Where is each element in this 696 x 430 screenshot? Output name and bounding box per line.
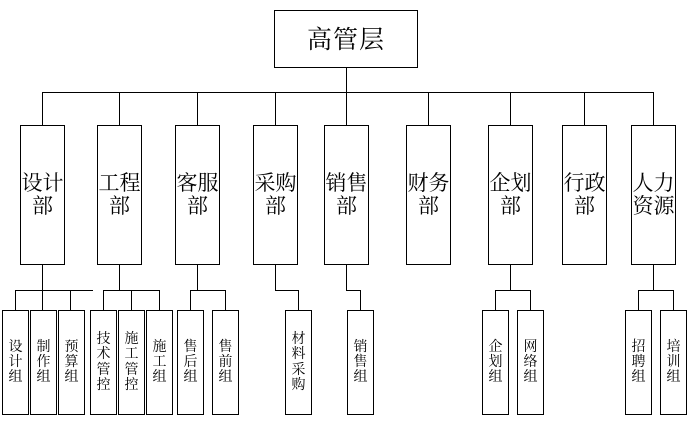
connector-purchase-stem — [275, 265, 276, 290]
connector-engineering-stem — [119, 265, 120, 290]
connector-hr-to-team2 — [673, 290, 674, 310]
node-team-label: 施工管控 — [124, 331, 139, 393]
connector-planning-bus — [495, 290, 531, 291]
node-team-label: 售后组 — [183, 338, 198, 386]
connector-bus-to-admin — [584, 92, 585, 125]
connector-engineering-bus-ext — [131, 290, 160, 291]
connector-purchase-to-team1 — [298, 290, 299, 310]
node-team-service-shouhou[interactable] — [177, 310, 204, 415]
connector-planning-stem — [510, 265, 511, 290]
connector-service-to-team2 — [225, 290, 226, 310]
connector-planning-to-team2 — [530, 290, 531, 310]
node-team-label: 招聘组 — [631, 338, 646, 386]
connector-design-bus — [15, 290, 93, 291]
connector-service-bus — [190, 290, 226, 291]
connector-design-to-team3 — [70, 290, 71, 310]
connector-sales-to-team1 — [360, 290, 361, 310]
connector-bus-to-purchase — [275, 92, 276, 125]
node-department-sales-label: 销售部 — [325, 171, 368, 218]
node-team-hr-peixun[interactable] — [660, 310, 687, 415]
connector-engineering-to-team3 — [159, 290, 160, 310]
node-team-design-zhizuo[interactable] — [30, 310, 57, 415]
node-team-label: 施工组 — [152, 338, 167, 386]
connector-main-bus — [42, 92, 653, 93]
connector-engineering-to-team1 — [103, 290, 104, 310]
node-team-sales-xiaoshou[interactable] — [347, 310, 374, 415]
node-department-planning-label: 企划部 — [489, 171, 532, 218]
node-department-sales[interactable] — [324, 125, 369, 265]
node-team-service-shouqian[interactable] — [212, 310, 239, 415]
connector-engineering-to-team2 — [131, 290, 132, 310]
node-department-planning[interactable] — [488, 125, 533, 265]
node-department-design-label: 设计部 — [21, 171, 64, 218]
node-team-label: 预算组 — [64, 338, 79, 386]
node-department-engineering-label: 工程部 — [98, 171, 141, 218]
node-department-service-label: 客服部 — [176, 171, 219, 218]
node-team-label: 设计组 — [8, 338, 23, 386]
connector-hr-stem — [653, 265, 654, 290]
node-department-engineering[interactable] — [97, 125, 142, 265]
node-department-service[interactable] — [175, 125, 220, 265]
node-department-purchase-label: 采购部 — [254, 171, 297, 218]
node-department-admin-label: 行政部 — [563, 171, 606, 218]
connector-service-stem — [197, 265, 198, 290]
node-team-engineering-shigong[interactable] — [146, 310, 173, 415]
node-team-planning-wangluo[interactable] — [517, 310, 544, 415]
node-team-label: 售前组 — [218, 338, 233, 386]
node-root[interactable] — [274, 10, 418, 68]
node-team-label: 制作组 — [36, 338, 51, 386]
connector-bus-to-planning — [510, 92, 511, 125]
connector-bus-to-sales — [346, 92, 347, 125]
node-team-engineering-shigongguankong[interactable] — [118, 310, 145, 415]
node-team-hr-zhaopin[interactable] — [625, 310, 652, 415]
node-team-label: 销售组 — [353, 338, 368, 386]
node-department-hr-label: 人力资源 — [632, 171, 675, 218]
node-department-hr[interactable] — [631, 125, 676, 265]
node-department-finance-label: 财务部 — [407, 171, 450, 218]
node-team-design-yusuan[interactable] — [58, 310, 85, 415]
node-department-purchase[interactable] — [253, 125, 298, 265]
node-root-label: 高管层 — [306, 24, 385, 54]
node-team-label: 培训组 — [666, 338, 681, 386]
connector-root-stem — [346, 68, 347, 92]
node-team-purchase-cailiao[interactable] — [285, 310, 312, 415]
node-department-design[interactable] — [20, 125, 65, 265]
connector-bus-to-hr — [653, 92, 654, 125]
connector-sales-stem — [346, 265, 347, 290]
connector-bus-to-finance — [428, 92, 429, 125]
connector-hr-bus — [638, 290, 674, 291]
node-team-label: 企划组 — [488, 338, 503, 386]
node-department-admin[interactable] — [562, 125, 607, 265]
connector-bus-to-design — [42, 92, 43, 125]
connector-bus-to-engineering — [119, 92, 120, 125]
connector-design-to-team2 — [42, 290, 43, 310]
node-team-label: 网络组 — [523, 338, 538, 386]
node-team-design-sheji[interactable] — [2, 310, 29, 415]
node-team-label: 技术管控 — [96, 331, 111, 393]
connector-design-stem — [42, 265, 43, 290]
connector-sales-bus — [346, 290, 360, 291]
node-department-finance[interactable] — [406, 125, 451, 265]
connector-purchase-bus — [275, 290, 298, 291]
node-team-label: 材料采购 — [291, 331, 306, 393]
connector-planning-to-team1 — [495, 290, 496, 310]
node-team-engineering-jishu[interactable] — [90, 310, 117, 415]
connector-service-to-team1 — [190, 290, 191, 310]
connector-design-to-team1 — [15, 290, 16, 310]
node-team-planning-qihua[interactable] — [482, 310, 509, 415]
connector-hr-to-team1 — [638, 290, 639, 310]
connector-bus-to-service — [197, 92, 198, 125]
